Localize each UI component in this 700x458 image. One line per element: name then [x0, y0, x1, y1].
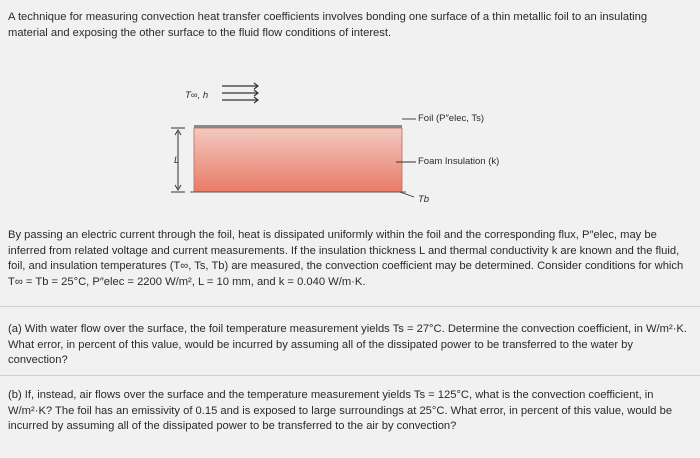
flow-arrows	[222, 83, 258, 103]
problem-body: By passing an electric current through the foil, heat is dissipated uniformly within the foil and the corresponding flux, P″elec, may be inferred from related voltage and current measurements. If the insulation thickness L and thermal conductivity k are known and the fluid, foil, and insulation temperatures (T∞, Ts, Tb) are measured, the convection coefficient may be determined. Consider conditions for which T∞ = Tb = 25°C, P″elec = 2200 W/m², L = 10 mm, and k = 0.040 W/m·K.	[8, 229, 684, 288]
base-temp-label: Tb	[418, 194, 430, 205]
divider	[0, 375, 700, 376]
foil-layer	[194, 125, 402, 128]
foil-label: Foil (P″elec, Ts)	[418, 113, 485, 124]
foam-label: Foam Insulation (k)	[418, 156, 500, 167]
divider	[0, 306, 700, 307]
problem-intro: A technique for measuring convection heat transfer coefficients involves bonding one surface of a thin metallic foil to an insulating material and exposing the other surface to the fluid flow conditions of interest.	[8, 11, 648, 39]
question-part-b: (b) If, instead, air flows over the surface and the temperature measurement yields Ts = 125°C, what is the convection coefficient, in W/m²·K? The foil has an emissivity of 0.15 and is exposed to large surroundings at 25°C. What error, in percent of this value, would be incurred by assuming all of the dissipated power to be transferred to the air by convection?	[8, 389, 673, 432]
thickness-label: L	[174, 155, 180, 166]
foam-insulation	[194, 128, 402, 192]
flow-label: T∞, h	[185, 90, 209, 101]
question-part-a: (a) With water flow over the surface, the foil temperature measurement yields Ts = 27°C. Determine the convection coefficient, in W/m²·K. What error, in percent of this value, would be incurred by assuming all of the dissipated power to be transferred to the water by convection?	[8, 323, 688, 366]
